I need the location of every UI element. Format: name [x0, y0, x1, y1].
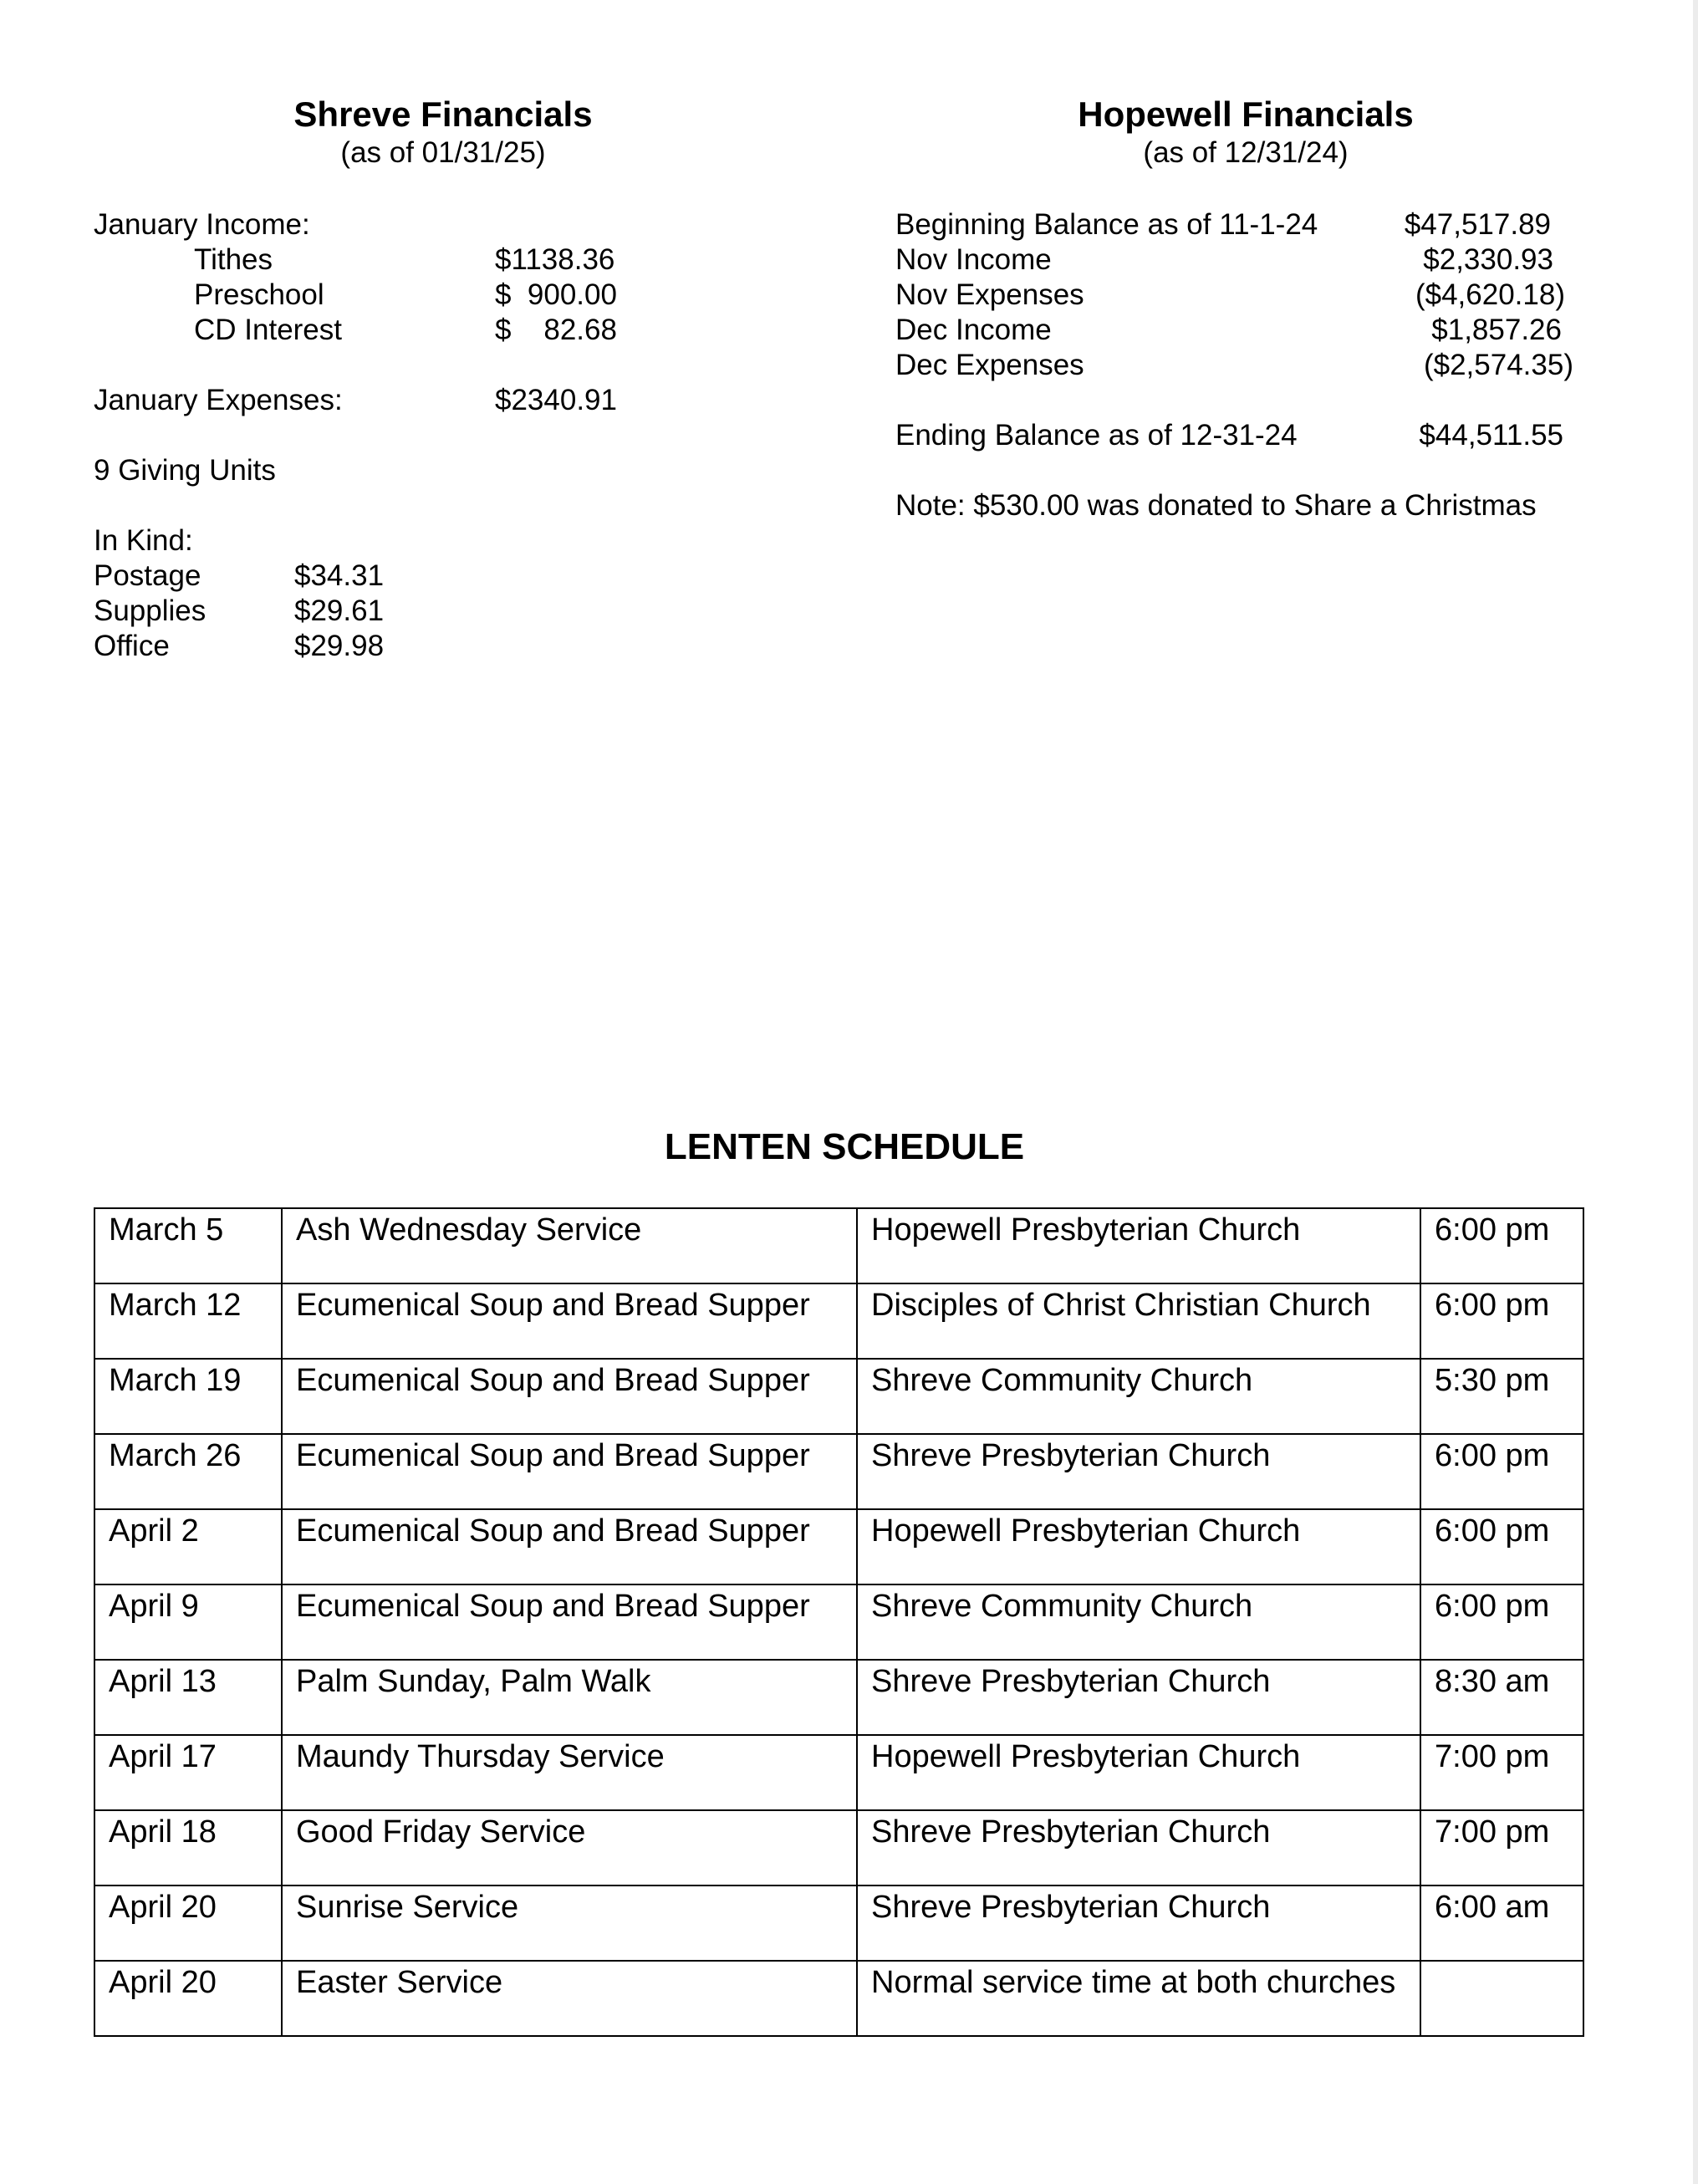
hopewell-note: Note: $530.00 was donated to Share a Christmas — [895, 489, 1537, 522]
table-row — [94, 1509, 1583, 1584]
in-kind-item-value: $29.98 — [294, 630, 385, 662]
event-cell: Good Friday Service — [282, 1810, 857, 1885]
hopewell-row-label: Nov Expenses — [895, 278, 1084, 311]
date-cell: April 2 — [94, 1509, 282, 1584]
in-kind-item-value: $29.61 — [294, 594, 385, 627]
lenten-schedule-table — [94, 1207, 1584, 2037]
shreve-giving-units: 9 Giving Units — [94, 454, 276, 487]
shreve-income-item-label: CD Interest — [194, 314, 342, 346]
time-cell: 6:00 pm — [1420, 1283, 1583, 1359]
shreve-expenses-value: $2340.91 — [495, 384, 617, 416]
date-cell: March 19 — [94, 1359, 282, 1434]
shreve-title: Shreve Financials — [293, 94, 593, 134]
time-cell: 6:00 pm — [1420, 1208, 1583, 1283]
time-cell: 7:00 pm — [1420, 1735, 1583, 1810]
time-cell: 6:00 pm — [1420, 1509, 1583, 1584]
location-cell: Normal service time at both churches — [857, 1961, 1420, 2036]
date-cell: April 9 — [94, 1584, 282, 1660]
date-cell: April 13 — [94, 1660, 282, 1735]
table-row — [94, 1885, 1583, 1961]
event-cell: Ash Wednesday Service — [282, 1208, 857, 1283]
location-cell: Shreve Presbyterian Church — [857, 1885, 1420, 1961]
location-cell: Hopewell Presbyterian Church — [857, 1735, 1420, 1810]
hopewell-row-value: $2,330.93 — [1423, 243, 1553, 276]
shreve-income-item-value: $1138.36 — [495, 243, 615, 276]
event-cell: Easter Service — [282, 1961, 857, 2036]
hopewell-row-label: Beginning Balance as of 11-1-24 — [895, 208, 1318, 241]
page-edge-shadow — [1693, 0, 1698, 2184]
time-cell: 8:30 am — [1420, 1660, 1583, 1735]
event-cell: Ecumenical Soup and Bread Supper — [282, 1434, 857, 1509]
date-cell: April 20 — [94, 1885, 282, 1961]
location-cell: Shreve Community Church — [857, 1584, 1420, 1660]
location-cell: Hopewell Presbyterian Church — [857, 1509, 1420, 1584]
hopewell-title: Hopewell Financials — [1078, 94, 1414, 134]
event-cell: Ecumenical Soup and Bread Supper — [282, 1509, 857, 1584]
table-row — [94, 1434, 1583, 1509]
lenten-title: LENTEN SCHEDULE — [664, 1126, 1025, 1167]
table-row — [94, 1961, 1583, 2036]
in-kind-item-label: Supplies — [94, 594, 207, 627]
time-cell: 6:00 pm — [1420, 1584, 1583, 1660]
table-row — [94, 1735, 1583, 1810]
hopewell-row-label: Dec Expenses — [895, 349, 1084, 381]
location-cell: Disciples of Christ Christian Church — [857, 1283, 1420, 1359]
time-cell: 7:00 pm — [1420, 1810, 1583, 1885]
hopewell-row-value: $1,857.26 — [1431, 314, 1562, 346]
event-cell: Ecumenical Soup and Bread Supper — [282, 1584, 857, 1660]
date-cell: April 17 — [94, 1735, 282, 1810]
date-cell: March 12 — [94, 1283, 282, 1359]
location-cell: Hopewell Presbyterian Church — [857, 1208, 1420, 1283]
date-cell: April 20 — [94, 1961, 282, 2036]
event-cell: Palm Sunday, Palm Walk — [282, 1660, 857, 1735]
event-cell: Ecumenical Soup and Bread Supper — [282, 1283, 857, 1359]
hopewell-row-value: ($2,574.35) — [1423, 349, 1573, 381]
shreve-subtitle: (as of 01/31/25) — [340, 136, 546, 169]
in-kind-item-label: Postage — [94, 559, 201, 592]
table-row — [94, 1359, 1583, 1434]
event-cell: Maundy Thursday Service — [282, 1735, 857, 1810]
shreve-income-item-label: Tithes — [194, 243, 273, 276]
hopewell-row-label: Nov Income — [895, 243, 1052, 276]
date-cell: March 26 — [94, 1434, 282, 1509]
time-cell: 5:30 pm — [1420, 1359, 1583, 1434]
event-cell: Sunrise Service — [282, 1885, 857, 1961]
hopewell-row-value: ($4,620.18) — [1415, 278, 1565, 311]
time-cell: 6:00 pm — [1420, 1434, 1583, 1509]
in-kind-item-value: $34.31 — [294, 559, 385, 592]
table-row — [94, 1208, 1583, 1283]
hopewell-subtitle: (as of 12/31/24) — [1143, 136, 1349, 169]
shreve-in-kind-label: In Kind: — [94, 524, 193, 557]
date-cell: April 18 — [94, 1810, 282, 1885]
table-row — [94, 1283, 1583, 1359]
shreve-expenses-label: January Expenses: — [94, 384, 343, 416]
event-cell: Ecumenical Soup and Bread Supper — [282, 1359, 857, 1434]
date-cell: March 5 — [94, 1208, 282, 1283]
shreve-income-item-label: Preschool — [194, 278, 324, 311]
hopewell-row-value: $47,517.89 — [1404, 208, 1551, 241]
location-cell: Shreve Presbyterian Church — [857, 1810, 1420, 1885]
table-row — [94, 1660, 1583, 1735]
hopewell-ending-value: $44,511.55 — [1419, 419, 1563, 452]
time-cell — [1420, 1961, 1583, 2036]
hopewell-ending-label: Ending Balance as of 12-31-24 — [895, 419, 1298, 452]
shreve-income-label: January Income: — [94, 208, 310, 241]
table-row — [94, 1584, 1583, 1660]
location-cell: Shreve Presbyterian Church — [857, 1660, 1420, 1735]
location-cell: Shreve Community Church — [857, 1359, 1420, 1434]
hopewell-row-label: Dec Income — [895, 314, 1052, 346]
location-cell: Shreve Presbyterian Church — [857, 1434, 1420, 1509]
shreve-income-item-value: $ 82.68 — [495, 314, 617, 346]
time-cell: 6:00 am — [1420, 1885, 1583, 1961]
in-kind-item-label: Office — [94, 630, 170, 662]
table-row — [94, 1810, 1583, 1885]
shreve-income-item-value: $ 900.00 — [495, 278, 617, 311]
